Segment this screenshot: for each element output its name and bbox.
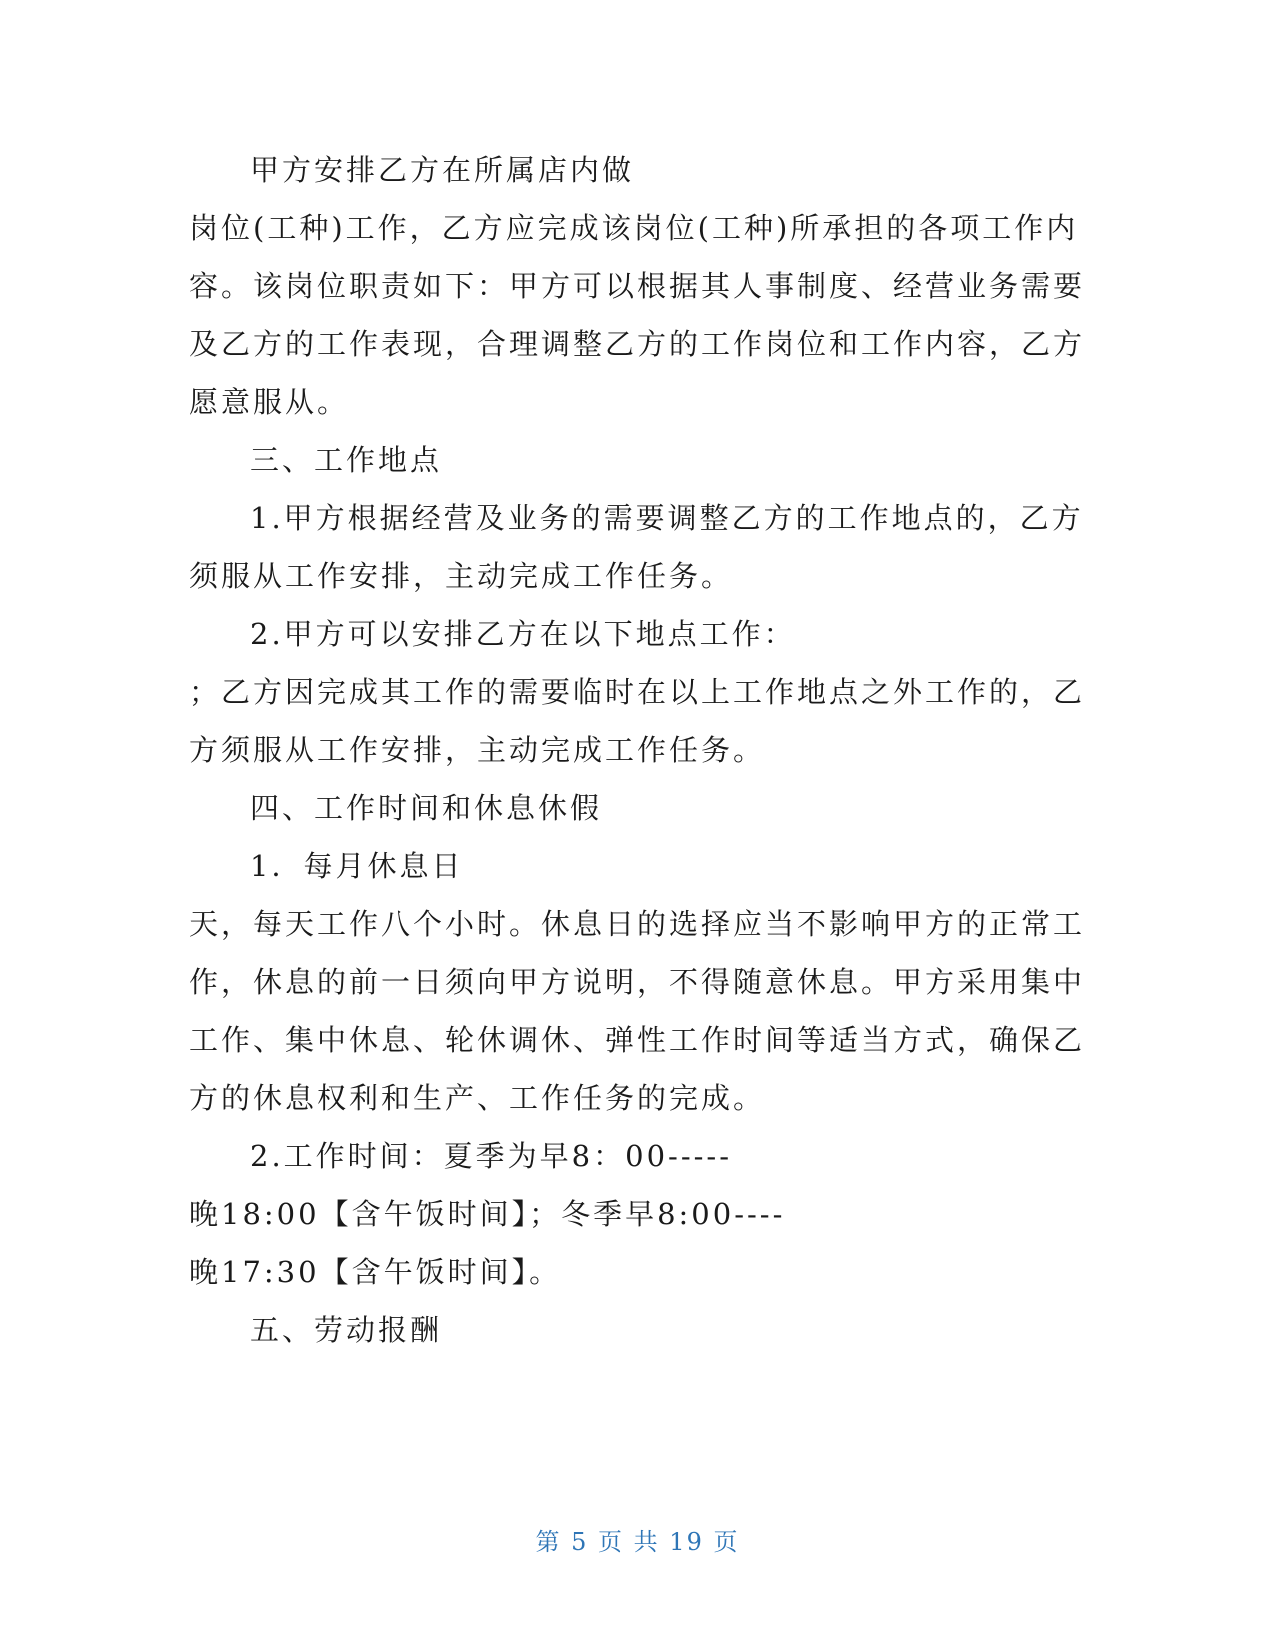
paragraph-line: 及乙方的工作表现，合理调整乙方的工作岗位和工作内容，乙方 xyxy=(189,327,1086,361)
paragraph-line: 2.工作时间：夏季为早8：00----- xyxy=(250,1139,733,1173)
paragraph-line: 甲方安排乙方在所属店内做 xyxy=(250,153,635,187)
paragraph-line: 2.甲方可以安排乙方在以下地点工作： xyxy=(250,617,796,651)
paragraph-line: 愿意服从。 xyxy=(189,385,350,419)
paragraph-line: 晚17:30【含午饭时间】。 xyxy=(189,1255,562,1289)
paragraph-line: 方须服从工作安排，主动完成工作任务。 xyxy=(189,733,766,767)
paragraph-line: 容。该岗位职责如下：甲方可以根据其人事制度、经营业务需要 xyxy=(189,269,1086,303)
paragraph-line: 1．每月休息日 xyxy=(250,849,464,883)
paragraph-line: 晚18:00【含午饭时间】；冬季早8:00---- xyxy=(189,1197,786,1231)
paragraph-line: ；乙方因完成其工作的需要临时在以上工作地点之外工作的，乙 xyxy=(189,675,1086,709)
paragraph-line: 作，休息的前一日须向甲方说明，不得随意休息。甲方采用集中 xyxy=(189,965,1086,999)
paragraph-line: 岗位(工种)工作，乙方应完成该岗位(工种)所承担的各项工作内 xyxy=(189,211,1079,245)
paragraph-line: 天，每天工作八个小时。休息日的选择应当不影响甲方的正常工 xyxy=(189,907,1086,941)
section-heading: 五、劳动报酬 xyxy=(250,1313,443,1347)
section-heading: 四、工作时间和休息休假 xyxy=(250,791,603,825)
section-heading: 三、工作地点 xyxy=(250,443,443,477)
paragraph-line: 须服从工作安排，主动完成工作任务。 xyxy=(189,559,734,593)
paragraph-line: 方的休息权利和生产、工作任务的完成。 xyxy=(189,1081,766,1115)
paragraph-line: 工作、集中休息、轮休调休、弹性工作时间等适当方式，确保乙 xyxy=(189,1023,1086,1057)
page-number-footer: 第 5 页 共 19 页 xyxy=(535,1528,740,1556)
paragraph-line: 1.甲方根据经营及业务的需要调整乙方的工作地点的，乙方 xyxy=(250,501,1084,535)
